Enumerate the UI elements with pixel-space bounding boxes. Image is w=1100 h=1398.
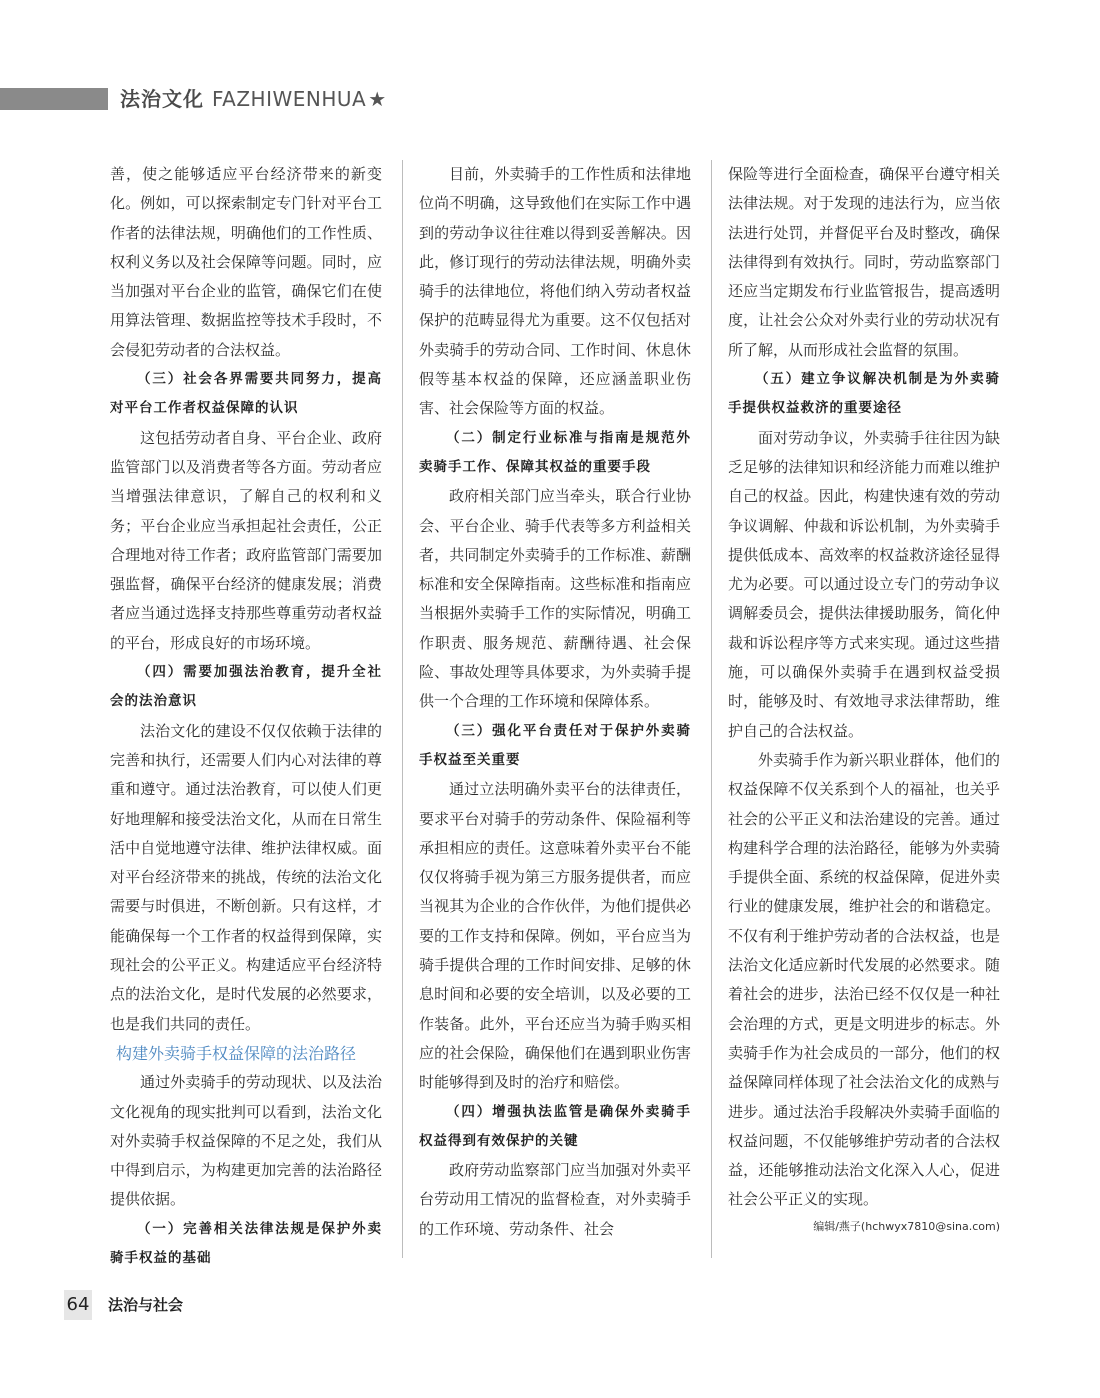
paragraph: 通过外卖骑手的劳动现状、以及法治文化视角的现实批判可以看到，法治文化对外卖骑手权益保障的不足之处，我们从中得到启示，为构建更加完善的法治路径提供依据。 [110,1073,382,1209]
paragraph: 目前，外卖骑手的工作性质和法律地位尚不明确，这导致他们在实际工作中遇到的劳动争议往往难以得到妥善解决。因此，修订现行的劳动法律法规，明确外卖骑手的法律地位，将他们纳入劳动者权益保护的范畴显得尤为重要。这不仅包括对外卖骑手的劳动合同、工作时间、休息休假等基本权益的保障，还应涵盖职业伤害、社会保险等方面的权益。 [419,165,691,418]
paragraph: 政府劳动监察部门应当加强对外卖平台劳动用工情况的监督检查，对外卖骑手的工作环境、劳动条件、社会 [419,1161,691,1238]
section-heading: 构建外卖骑手权益保障的法治路径 [116,1043,357,1063]
paragraph: 政府相关部门应当牵头，联合行业协会、平台企业、骑手代表等多方利益相关者，共同制定外卖骑手的工作标准、薪酬标准和安全保障指南。这些标准和指南应当根据外卖骑手工作的实际情况，明确工作职责、服务规范、薪酬待遇、社会保险、事故处理等具体要求，为外卖骑手提供一个合理的工作环境和保障体系。 [419,487,691,711]
column-1 [110,160,382,1273]
paragraph: 面对劳动争议，外卖骑手往往因为缺乏足够的法律知识和经济能力而难以维护自己的权益。因此，构建快速有效的劳动争议调解、仲裁和诉讼机制，为外卖骑手提供低成本、高效率的权益救济途径显得尤为必要。可以通过设立专门的劳动争议调解委员会，提供法律援助服务，简化仲裁和诉讼程序等方式来实现。通过这些措施，可以确保外卖骑手在遇到权益受损时，能够及时、有效地寻求法律帮助，维护自己的合法权益。 [728,428,1000,740]
column-divider [402,160,403,1258]
subheading: （四）需要加强法治教育，提升全社会的法治意识 [110,664,382,710]
column-3 [728,160,1000,1237]
subheading: （三）社会各界需要共同努力，提高对平台工作者权益保障的认识 [110,371,382,417]
paragraph: 通过立法明确外卖平台的法律责任，要求平台对骑手的劳动条件、保险福利等承担相应的责任。这意味着外卖平台不能仅仅将骑手视为第三方服务提供者，而应当视其为企业的合作伙伴，为他们提供必要的工作支持和保障。例如，平台应当为骑手提供合理的工作时间安排、足够的休息时间和必要的安全培训，以及必要的工作装备。此外，平台还应当为骑手购买相应的社会保险，确保他们在遇到职业伤害时能够得到及时的治疗和赔偿。 [419,780,691,1092]
subheading: （二）制定行业标准与指南是规范外卖骑手工作、保障其权益的重要手段 [419,429,691,475]
page-number: 64 [64,1290,92,1320]
star-icon: ★ [368,87,387,111]
subheading: （五）建立争议解决机制是为外卖骑手提供权益救济的重要途径 [728,371,1000,417]
paragraph: 保险等进行全面检查，确保平台遵守相关法律法规。对于发现的违法行为，应当依法进行处罚，并督促平台及时整改，确保法律得到有效执行。同时，劳动监察部门还应当定期发布行业监管报告，提高透明度，让社会公众对外卖行业的劳动状况有所了解，从而形成社会监督的氛围。 [728,165,1000,359]
section-title-en: FAZHIWENHUA [212,87,367,111]
column-divider [711,160,712,1258]
magazine-name: 法治与社会 [108,1296,184,1314]
paragraph: 善，使之能够适应平台经济带来的新变化。例如，可以探索制定专门针对平台工作者的法律法规，明确他们的工作性质、权利义务以及社会保障等问题。同时，应当加强对平台企业的监管，确保它们在使用算法管理、数据监控等技术手段时，不会侵犯劳动者的合法权益。 [110,165,382,359]
section-header [120,84,386,114]
editor-credit: 编辑/燕子(hchwyx7810@sina.com) [813,1219,1000,1233]
section-title-zh: 法治文化 [120,87,204,111]
subheading: （四）增强执法监管是确保外卖骑手权益得到有效保护的关键 [419,1103,691,1149]
subheading: （一）完善相关法律法规是保护外卖骑手权益的基础 [110,1220,382,1266]
column-2 [419,160,691,1244]
subheading: （三）强化平台责任对于保护外卖骑手权益至关重要 [419,722,691,768]
header-accent-bar [0,88,108,110]
paragraph: 外卖骑手作为新兴职业群体，他们的权益保障不仅关系到个人的福祉，也关乎社会的公平正义和法治建设的完善。通过构建科学合理的法治路径，能够为外卖骑手提供全面、系统的权益保障，促进外卖行业的健康发展，维护社会的和谐稳定。不仅有利于维护劳动者的合法权益，也是法治文化适应新时代发展的必然要求。随着社会的进步，法治已经不仅仅是一种社会治理的方式，更是文明进步的标志。外卖骑手作为社会成员的一部分，他们的权益保障同样体现了社会法治文化的成熟与进步。通过法治手段解决外卖骑手面临的权益问题，不仅能够维护劳动者的合法权益，还能够推动法治文化深入人心，促进社会公平正义的实现。 [728,750,1000,1209]
paragraph: 这包括劳动者自身、平台企业、政府监管部门以及消费者等各方面。劳动者应当增强法律意识，了解自己的权利和义务；平台企业应当承担起社会责任，公正合理地对待工作者；政府监管部门需要加强监督，确保平台经济的健康发展；消费者应当通过选择支持那些尊重劳动者权益的平台，形成良好的市场环境。 [110,428,382,652]
paragraph: 法治文化的建设不仅仅依赖于法律的完善和执行，还需要人们内心对法律的尊重和遵守。通过法治教育，可以使人们更好地理解和接受法治文化，从而在日常生活中自觉地遵守法律、维护法律权威。面对平台经济带来的挑战，传统的法治文化需要与时俱进，不断创新。只有这样，才能确保每一个工作者的权益得到保障，实现社会的公平正义。构建适应平台经济特点的法治文化，是时代发展的必然要求，也是我们共同的责任。 [110,721,382,1033]
